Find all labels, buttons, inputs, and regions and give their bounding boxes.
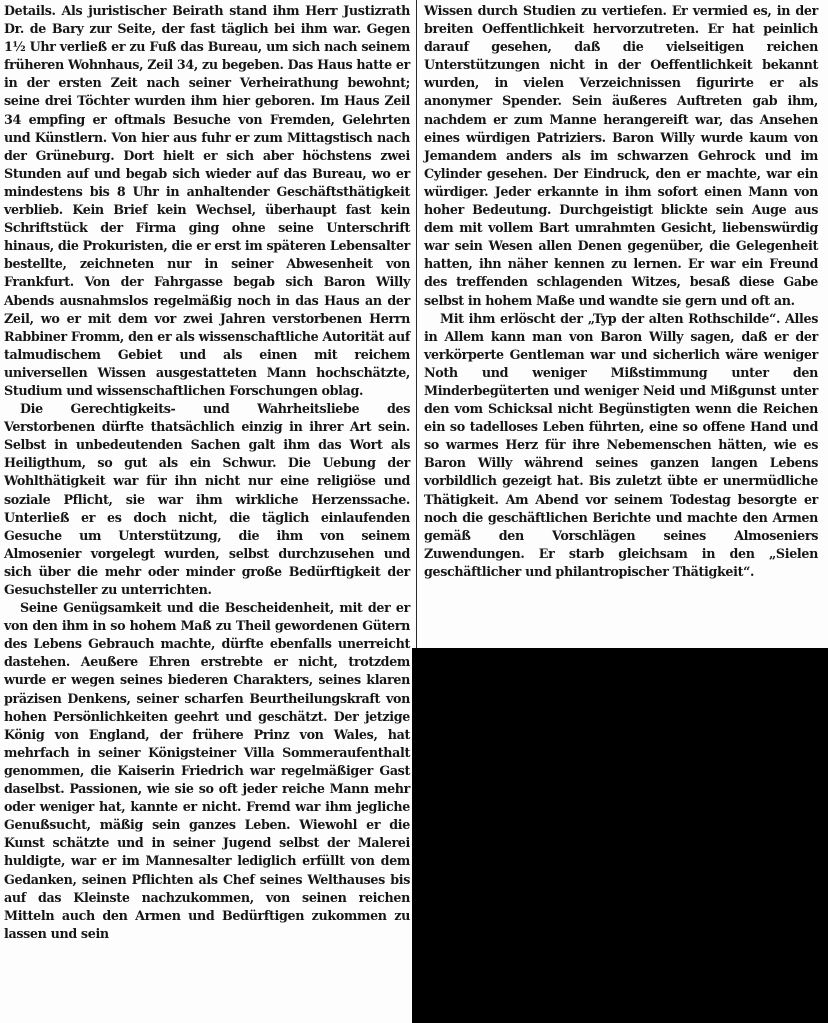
left-paragraph-3: Seine Genügsamkeit und die Bescheidenheit, mit der er von den ihm in so hohem Maß zu Theil gewordenen Gütern des Lebens Gebrauch machte, dürfte ebenfalls unerreicht dastehen. Aeußere Ehren erstrebte er nicht, trotzdem wurde er wegen seines biederen Charakters, seines klaren präzisen Denkens, seiner scharfen Beurtheilungskraft von hohen Persönlichkeiten geehrt und geschätzt. Der jetzige König von England, der frühere Prinz von Wales, hat mehrfach in seiner Königsteiner Villa Sommeraufenthalt genommen, die Kaiserin Friedrich war regelmäßiger Gast daselbst. Passionen, wie sie so oft jeder reiche Mann mehr oder weniger hat, kannte er nicht. Fremd war ihm jegliche Genußsucht, mäßig sein ganzes Leben. Wiewohl er die Kunst schätzte und in seiner Jugend selbst der Malerei huldigte, war er im Mannesalter lediglich erfüllt von dem Gedanken, seinen Pflichten als Chef seines Welthauses bis auf das Kleinste nachzukommen, von seinen reichen Mitteln auch den Armen und Bedürftigen zukommen zu lassen und sein xyxy=(4,600,410,941)
column-divider xyxy=(416,0,417,652)
left-paragraph-1: Details. Als juristischer Beirath stand ihm Herr Justizrath Dr. de Bary zur Seite, der fast täglich bei ihm war. Gegen 1½ Uhr verließ er zu Fuß das Bureau, um sich nach seinem früheren Wohnhaus, Zeil 34, zu begeben. Das Haus hatte er in der ersten Zeit nach seiner Verheirathung bewohnt; seine drei Töchter wurden ihm hier geboren. Im Haus Zeil 34 empfing er oftmals Besuche von Fremden, Gelehrten und Künstlern. Von hier aus fuhr er zum Mittagstisch nach der Grüneburg. Dort hielt er sich aber höchstens zwei Stunden auf und begab sich wieder auf das Bureau, wo er mindestens bis 8 Uhr in anhaltender Geschäftsthätigkeit verblieb. Kein Brief kein Wechsel, überhaupt fast kein Schriftstück der Firma ging ohne seine Unterschrift hinaus, die Prokuristen, die er erst im späteren Lebensalter bestellte, zeichneten nur in seiner Abwesenheit von Frankfurt. Von der Fahrgasse begab sich Baron Willy Abends ausnahmslos regelmäßig noch in das Haus an der Zeil, wo er mit dem vor zwei Jahren verstorbenen Herrn Rabbiner Fromm, den er als wissenschaftliche Autorität auf talmudischem Gebiet und als einen mit reichem universellen Wissen ausgestatteten Mann hochschätzte, Studium und wissenschaftlichen Forschungen oblag. xyxy=(4,3,410,398)
left-column xyxy=(4,2,410,943)
right-paragraph-1: Wissen durch Studien zu vertiefen. Er vermied es, in der breiten Oeffentlichkeit hervorzutreten. Er hat peinlich darauf gesehen, daß die vielseitigen reichen Unterstützungen nicht in der Oeffentlichkeit bekannt wurden, in vielen Verzeichnissen figurirte er als anonymer Spender. Sein äußeres Auftreten gab ihm, nachdem er zum Manne herangereift war, das Ansehen eines würdigen Patriziers. Baron Willy wurde kaum von Jemandem anders als im schwarzen Gehrock und im Cylinder gesehen. Der Eindruck, den er machte, war ein würdiger. Jeder erkannte in ihm sofort einen Mann von hoher Bedeutung. Durchgeistigt blickte sein Auge aus dem mit vollem Bart umrahmten Gesicht, liebenswürdig war sein Wesen allen Denen gegenüber, die Gelegenheit hatten, ihn näher kennen zu lernen. Er war ein Freund des treffenden schlagenden Witzes, besaß diese Gabe selbst in hohem Maße und wandte sie gern und oft an. xyxy=(424,3,818,308)
left-paragraph-2: Die Gerechtigkeits- und Wahrheitsliebe des Verstorbenen dürfte thatsächlich einzig in ihrer Art sein. Selbst in unbedeutenden Sachen galt ihm das Wort als Heiligthum, so gut als ein Schwur. Die Uebung der Wohlthätigkeit war für ihn nicht nur eine religiöse und soziale Pflicht, sie war ihm wirkliche Herzenssache. Unterließ er es doch nicht, die täglich einlaufenden Gesuche um Unterstützung, die ihm von seinem Almosenier vorgelegt wurden, selbst durchzusehen und sich über die mehr oder minder große Bedürftigkeit der Gesuchsteller zu unterrichten. xyxy=(4,401,410,597)
right-paragraph-2: Mit ihm erlöscht der „Typ der alten Rothschilde“. Alles in Allem kann man von Baron Willy sagen, daß er der verkörperte Gentleman war und sicherlich wäre weniger Noth und weniger Mißstimmung unter den Minderbegüterten und weniger Neid und Mißgunst unter den vom Schicksal nicht Begünstigten wenn die Reichen ein so tadelloses Leben führten, eine so offene Hand und so warmes Herz für ihre Nebemenschen hätten, wie es Baron Willy während seines ganzen langen Lebens vorbildlich gezeigt hat. Bis zuletzt übte er unermüdliche Thätigkeit. Am Abend vor seinem Todestag besorgte er noch die geschäftlichen Berichte und machte den Armen gemäß den Vorschlägen seines Almoseniers Zuwendungen. Er starb gleichsam in den „Sielen geschäftlicher und philantropischer Thätigkeit“. xyxy=(424,310,818,579)
blacked-out-area xyxy=(412,648,828,1023)
right-column xyxy=(424,2,818,581)
